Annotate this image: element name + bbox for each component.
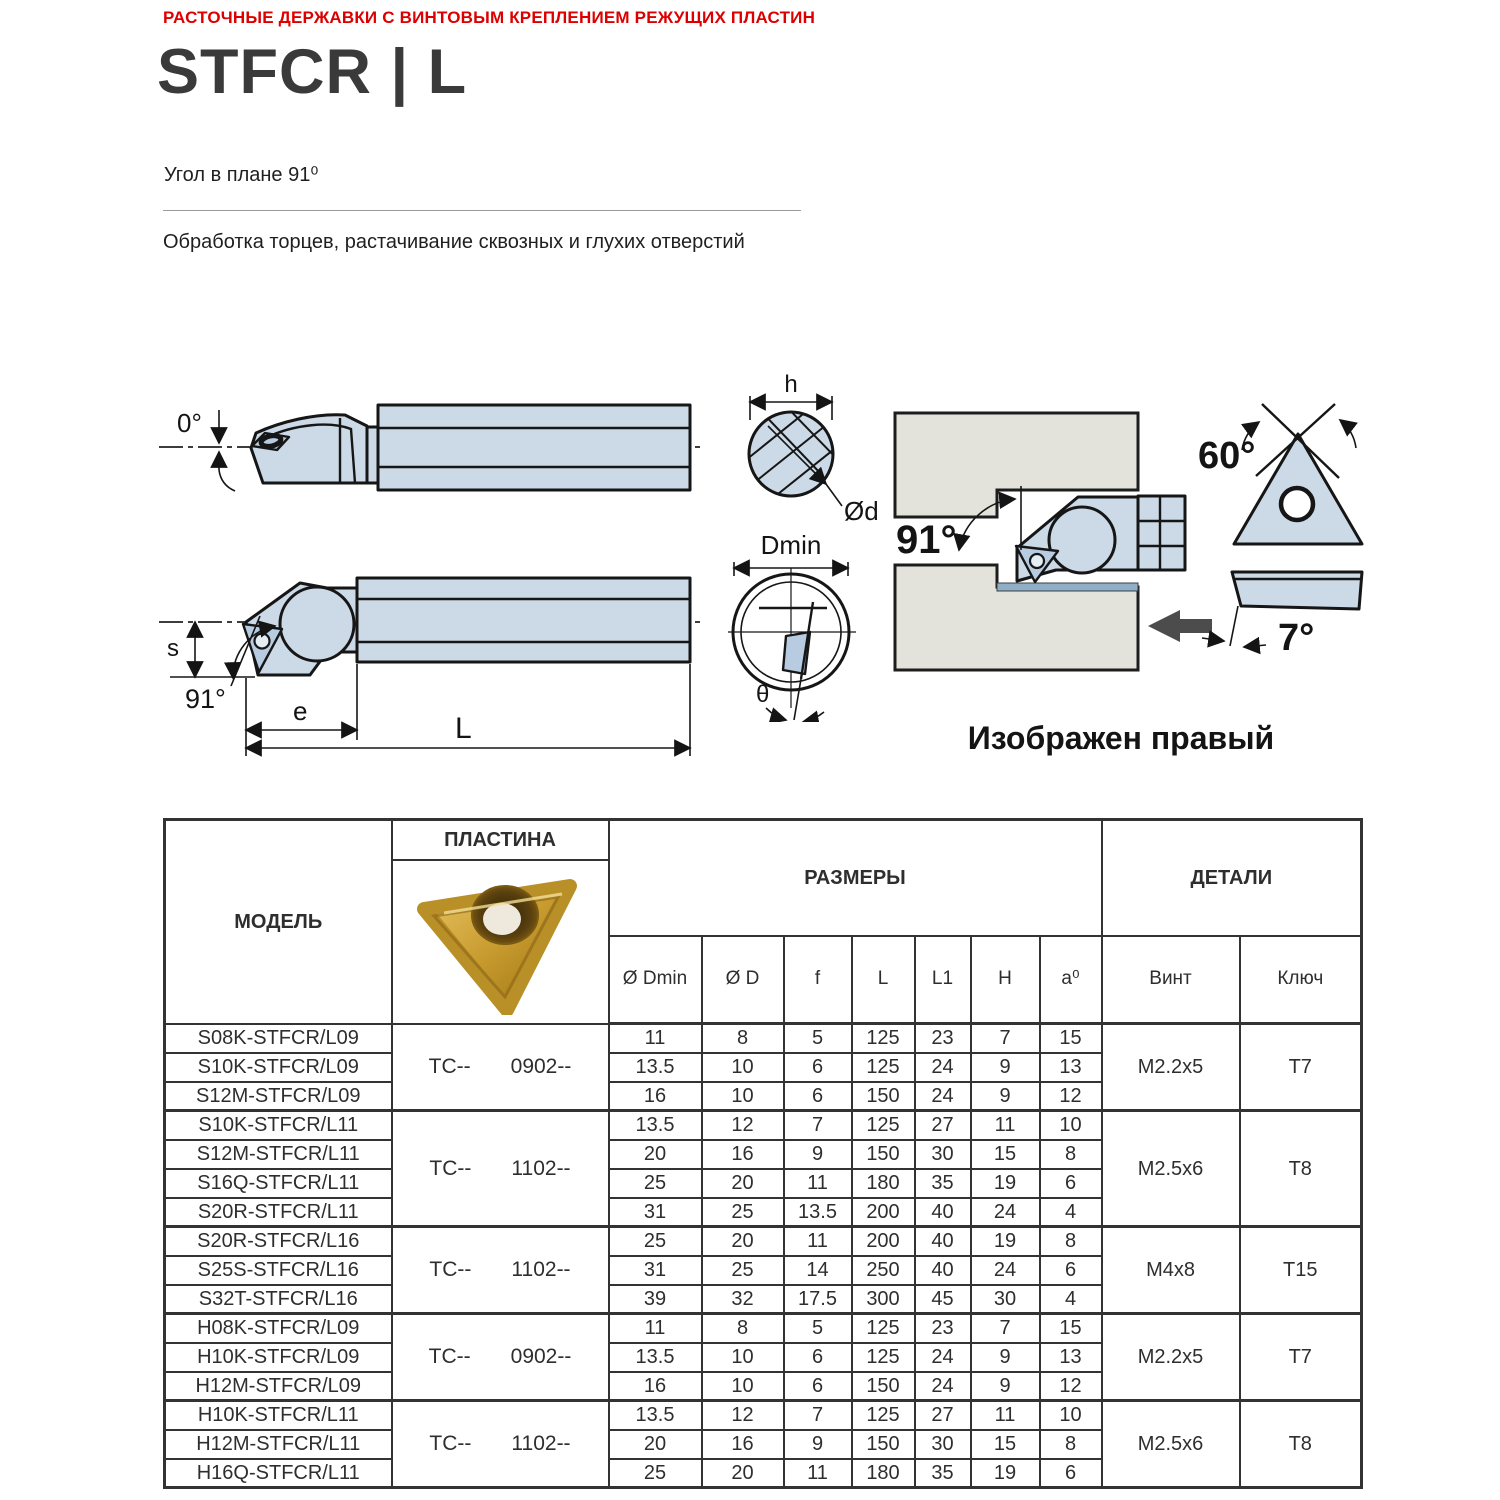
screw-cell: M2.2x5: [1102, 1024, 1240, 1111]
table-row: S16Q-STFCR/L11 25 20 11 180 35 19 6: [165, 1169, 1362, 1198]
diam-d-label: Ød: [844, 496, 879, 526]
screw-cell: M4x8: [1102, 1227, 1240, 1314]
drawing-shank-sections: [728, 370, 903, 722]
plate-cell: TC-- 1102--: [392, 1111, 609, 1227]
model-cell: S12M-STFCR/L11: [165, 1140, 392, 1169]
key-cell: T8: [1240, 1111, 1362, 1227]
e-label: e: [293, 696, 308, 726]
angle-91-work-label: 91°: [896, 518, 957, 562]
col-header-L1: L1: [915, 936, 971, 1024]
insert-photo: [410, 863, 590, 1015]
L-label: L: [455, 712, 472, 745]
screw-cell: M2.5x6: [1102, 1401, 1240, 1488]
col-header-a: a⁰: [1040, 936, 1102, 1024]
col-header-H: H: [971, 936, 1040, 1024]
tool-shank: [1138, 496, 1185, 570]
table-row: H08K-STFCR/L09 TC-- 0902-- 11 8 5 125 23 7 15 M2.2x5 T7: [165, 1314, 1362, 1343]
col-header-key: Ключ: [1240, 936, 1362, 1024]
model-cell: H10K-STFCR/L11: [165, 1401, 392, 1430]
plan-angle-subtitle: Угол в плане 91⁰: [164, 164, 319, 186]
plate-cell: TC-- 0902--: [392, 1314, 609, 1401]
insert-side-view: [1232, 572, 1362, 609]
page-kicker: РАСТОЧНЫЕ ДЕРЖАВКИ С ВИНТОВЫМ КРЕПЛЕНИЕМ РЕЖУЩИХ ПЛАСТИН: [163, 8, 816, 27]
h-label: h: [784, 371, 798, 398]
table-row: H10K-STFCR/L09 13.5 10 6 125 24 9 13: [165, 1343, 1362, 1372]
col-header-f: f: [784, 936, 852, 1024]
model-cell: S10K-STFCR/L11: [165, 1111, 392, 1140]
col-header-dmin: Ø Dmin: [609, 936, 702, 1024]
table-row: S32T-STFCR/L16 39 32 17.5 300 45 30 4: [165, 1285, 1362, 1314]
model-cell: H12M-STFCR/L11: [165, 1430, 392, 1459]
col-header-screw: Винт: [1102, 936, 1240, 1024]
feed-direction-arrow: [1148, 610, 1212, 642]
model-cell: H16Q-STFCR/L11: [165, 1459, 392, 1488]
table-row: S20R-STFCR/L11 31 25 13.5 200 40 24 4: [165, 1198, 1362, 1227]
model-cell: S16Q-STFCR/L11: [165, 1169, 392, 1198]
model-cell: S25S-STFCR/L16: [165, 1256, 392, 1285]
model-cell: H12M-STFCR/L09: [165, 1372, 392, 1401]
table-row: H12M-STFCR/L09 16 10 6 150 24 9 12: [165, 1372, 1362, 1401]
spec-table: [163, 818, 1363, 1489]
angle-60-label: 60°: [1198, 435, 1256, 477]
col-header-sizes: РАЗМЕРЫ: [609, 820, 1102, 936]
table-row: S25S-STFCR/L16 31 25 14 250 40 24 6: [165, 1256, 1362, 1285]
insert-hole: [255, 634, 270, 649]
clamp-boss: [1049, 507, 1115, 573]
model-cell: S08K-STFCR/L09: [165, 1024, 392, 1053]
drawing-bar-side-view: [155, 558, 715, 770]
insert-photo-cell: [392, 860, 609, 1024]
drawing-application-view: [888, 400, 1388, 772]
insert-hole: [1030, 554, 1044, 568]
table-row: H12M-STFCR/L11 20 16 9 150 30 15 8: [165, 1430, 1362, 1459]
machined-surface: [997, 583, 1138, 591]
right-hand-caption: Изображен правый: [967, 720, 1275, 756]
model-cell: S20R-STFCR/L11: [165, 1198, 392, 1227]
key-cell: T7: [1240, 1314, 1362, 1401]
table-row: S12M-STFCR/L11 20 16 9 150 30 15 8: [165, 1140, 1362, 1169]
plate-cell: TC-- 0902--: [392, 1024, 609, 1111]
col-header-model: МОДЕЛЬ: [165, 820, 392, 1024]
screw-cell: M2.2x5: [1102, 1314, 1240, 1401]
s-label: s: [167, 635, 179, 662]
table-row: S12M-STFCR/L09 16 10 6 150 24 9 12: [165, 1082, 1362, 1111]
col-header-details: ДЕТАЛИ: [1102, 820, 1362, 936]
table-header-row-1: [165, 820, 1362, 860]
clamp-boss: [280, 587, 354, 661]
table-row: S20R-STFCR/L16 TC-- 1102-- 25 20 11 200 40 19 8 M4x8 T15: [165, 1227, 1362, 1256]
table-row: S08K-STFCR/L09 TC-- 0902-- 11 8 5 125 23 7 15 M2.2x5 T7: [165, 1024, 1362, 1053]
insert-face-hole: [1281, 488, 1313, 520]
model-cell: S10K-STFCR/L09: [165, 1053, 392, 1082]
bar-shank: [357, 578, 690, 662]
angle-7-label: 7°: [1278, 617, 1315, 659]
model-cell: S32T-STFCR/L16: [165, 1285, 392, 1314]
model-cell: S20R-STFCR/L16: [165, 1227, 392, 1256]
plate-cell: TC-- 1102--: [392, 1401, 609, 1488]
key-cell: T15: [1240, 1227, 1362, 1314]
table-row: S10K-STFCR/L11 TC-- 1102-- 13.5 12 7 125 27 11 10 M2.5x6 T8: [165, 1111, 1362, 1140]
col-header-L: L: [852, 936, 915, 1024]
model-cell: H10K-STFCR/L09: [165, 1343, 392, 1372]
page-title: STFCR | L: [157, 37, 468, 107]
model-cell: H08K-STFCR/L09: [165, 1314, 392, 1343]
divider: [163, 210, 801, 211]
theta-label: θ: [756, 681, 770, 708]
key-cell: T8: [1240, 1401, 1362, 1488]
key-cell: T7: [1240, 1024, 1362, 1111]
angle-0-label: 0°: [177, 408, 202, 438]
col-header-plate: ПЛАСТИНА: [392, 820, 609, 860]
table-row: S10K-STFCR/L09 13.5 10 6 125 24 9 13: [165, 1053, 1362, 1082]
table-row: H16Q-STFCR/L11 25 20 11 180 35 19 6: [165, 1459, 1362, 1488]
bar-shank: [378, 405, 690, 490]
model-cell: S12M-STFCR/L09: [165, 1082, 392, 1111]
plate-cell: TC-- 1102--: [392, 1227, 609, 1314]
col-header-d: Ø D: [702, 936, 784, 1024]
dmin-label: Dmin: [760, 530, 822, 560]
screw-cell: M2.5x6: [1102, 1111, 1240, 1227]
description-text: Обработка торцев, растачивание сквозных и глухих отверстий: [163, 231, 745, 253]
table-row: H10K-STFCR/L11 TC-- 1102-- 13.5 12 7 125 27 11 10 M2.5x6 T8: [165, 1401, 1362, 1430]
angle-91-side-label: 91°: [185, 684, 226, 714]
drawing-bar-top-view: [155, 390, 715, 508]
